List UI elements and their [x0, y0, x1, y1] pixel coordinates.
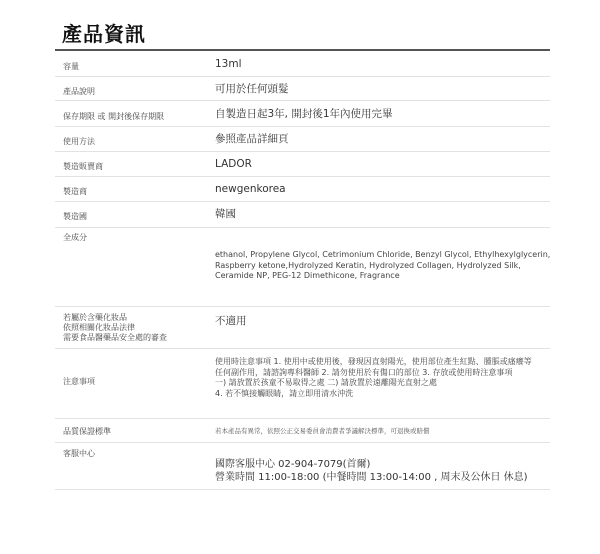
value-line: 國際客服中心 02-904-7079(首爾) — [215, 459, 371, 470]
title-divider — [55, 49, 550, 51]
value-line: Ceramide NP, PEG-12 Dimethicone, Fragrance — [215, 271, 400, 280]
row-description — [55, 77, 550, 101]
value-line: 使用時注意事項 1. 使用中或使用後，發現因直射陽光，使用部位產生紅點、腫脹或瘙癢等 — [215, 357, 532, 366]
row-country — [55, 202, 550, 228]
label-medicated-review — [63, 313, 167, 343]
row-usage — [55, 127, 550, 152]
label-ingredients — [63, 233, 87, 243]
label-usage — [63, 137, 95, 147]
value-line: 不適用 — [215, 315, 247, 327]
label-line: 依照相關化妝品法律 — [63, 323, 135, 332]
label-line: 品質保證標準 — [63, 427, 111, 436]
label-line: 客服中心 — [63, 449, 95, 458]
label-description — [63, 87, 95, 97]
value-precautions — [215, 357, 545, 399]
label-customer-service — [63, 449, 95, 459]
label-line: 使用方法 — [63, 137, 95, 146]
row-manufacturer — [55, 177, 550, 202]
value-customer-service — [215, 458, 528, 484]
page-title: 產品資訊 — [62, 22, 146, 46]
label-line: 製造商 — [63, 187, 87, 196]
value-shelf-life — [215, 107, 393, 121]
label-manufacturer — [63, 187, 87, 197]
label-precautions — [63, 377, 95, 387]
row-shelf-life — [55, 101, 550, 127]
value-country — [215, 207, 236, 221]
label-line: 製造國 — [63, 212, 87, 221]
row-ingredients — [55, 228, 550, 307]
value-manufacturer — [215, 182, 286, 196]
value-description — [215, 82, 289, 96]
label-line: 需要食品醫藥品安全處的審查 — [63, 333, 167, 342]
value-line: 一) 請放置於孩童不易取得之處 二) 請放置於遠離陽光直射之處 — [215, 378, 437, 387]
label-country — [63, 212, 87, 222]
value-distributor — [215, 157, 252, 171]
row-distributor — [55, 152, 550, 177]
row-capacity — [55, 52, 550, 77]
value-usage — [215, 132, 289, 146]
label-line: 注意事項 — [63, 377, 95, 386]
row-medicated-review — [55, 307, 550, 349]
value-line: ethanol, Propylene Glycol, Cetrimonium Chloride, Benzyl Glycol, Ethylhexylglycerin, — [215, 250, 551, 259]
value-ingredients — [215, 250, 551, 282]
value-capacity — [215, 57, 242, 71]
value-quality-guarantee — [215, 427, 430, 436]
label-line: 產品說明 — [63, 87, 95, 96]
value-line: 4. 若不慎接觸眼睛，請立即用清水沖洗 — [215, 388, 354, 398]
label-line: 若屬於含藥化妝品 — [63, 313, 127, 322]
value-line: newgenkorea — [215, 183, 286, 195]
label-line: 製造販賣商 — [63, 162, 103, 171]
label-line: 保存期限 或 開封後保存期限 — [63, 112, 165, 121]
value-line: 任何副作用，請諮詢專科醫師 2. 請勿使用於有傷口的部位 3. 存放或使用時注意事項 — [215, 367, 513, 377]
value-line: 參照產品詳細頁 — [215, 133, 289, 145]
value-line: 自製造日起3年, 開封後1年內使用完畢 — [215, 108, 393, 120]
label-line: 容量 — [63, 62, 79, 71]
label-line: 全成分 — [63, 233, 87, 242]
row-precautions — [55, 349, 550, 419]
value-medicated-review — [215, 314, 247, 328]
value-line: 若本產品有異常，依照公正交易委員會消費者爭議解決標準，可退換或賠償 — [215, 427, 430, 435]
value-line: 13ml — [215, 58, 242, 70]
row-quality-guarantee — [55, 419, 550, 443]
label-capacity — [63, 62, 79, 72]
label-distributor — [63, 162, 103, 172]
value-line: 韓國 — [215, 208, 236, 220]
row-customer-service — [55, 443, 550, 490]
value-line: 可用於任何頭髮 — [215, 83, 289, 95]
label-quality-guarantee — [63, 427, 111, 437]
value-line: 營業時間 11:00-18:00 (中餐時間 13:00-14:00 , 周末及公休日 休息) — [215, 472, 528, 483]
value-line: Raspberry ketone,Hydrolyzed Keratin, Hydrolyzed Collagen, Hydrolyzed Silk, — [215, 260, 521, 270]
label-shelf-life — [63, 112, 164, 122]
value-line: LADOR — [215, 158, 252, 170]
